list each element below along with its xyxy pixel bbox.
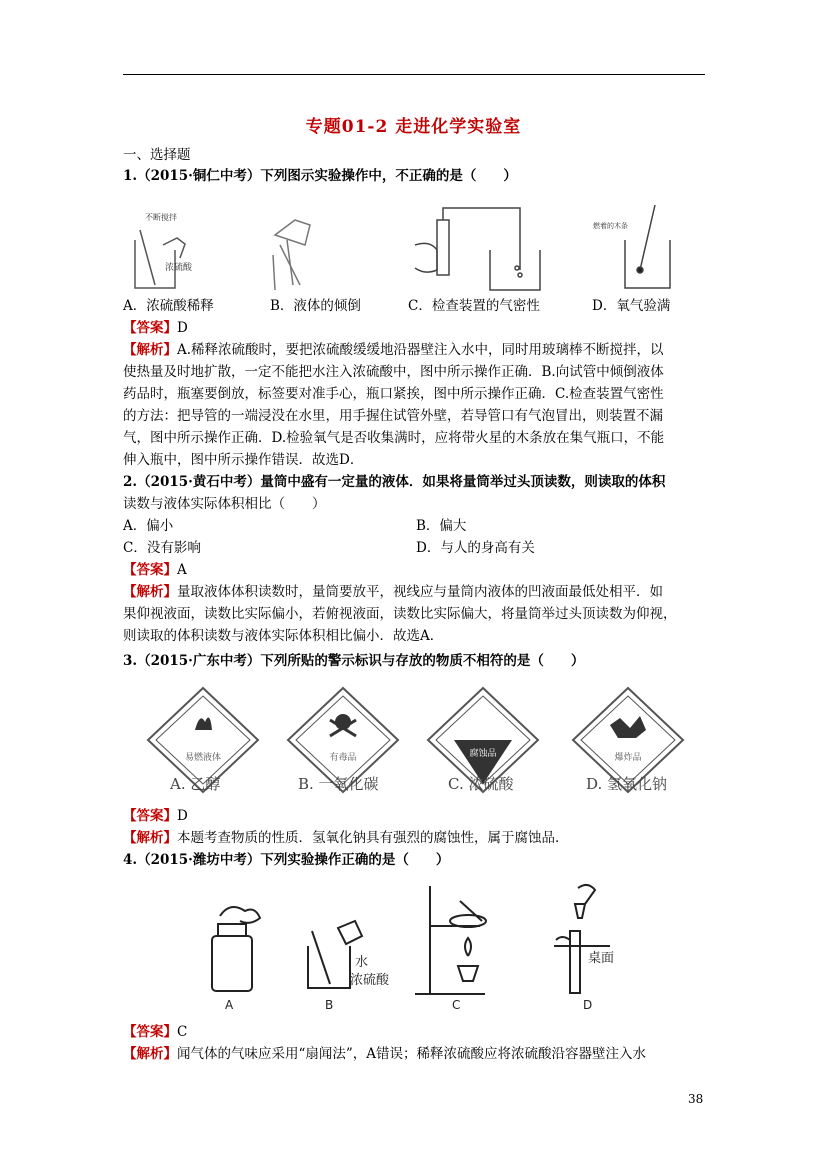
q1-option-c: C．检查装置的气密性 [408,298,540,314]
q1-fig-label-acid: 浓硫酸 [165,263,193,273]
q4-figures [190,876,630,1016]
q1-option-a: A．浓硫酸稀释 [123,298,214,314]
explosive-sign-text: 爆炸品 [614,753,642,763]
q4-figure-a [212,907,260,991]
q4-fig-label-acid: 浓硫酸 [350,973,390,988]
q2-analysis-line: 果仰视液面，读数比实际偏小，若俯视液面，读数比实际偏大，将量筒举过头顶读数为仰视， [123,606,677,622]
q2-analysis-line: 则读取的体积读数与液体实际体积相比偏小．故选A． [123,628,444,644]
q2-answer: 【答案】A [123,562,187,578]
q3-stem: 3.（2015·广东中考）下列所贴的警示标识与存放的物质不相符的是（ ） [123,653,585,669]
q2-stem-cont: 读数与液体实际体积相比（ ） [123,496,326,512]
q2-option-a: A．偏小 [123,518,174,534]
q4-caption-d: D [583,998,593,1012]
q4-answer: 【答案】C [123,1024,188,1040]
q1-fig-label-stick: 燃着的木条 [593,222,628,230]
q1-figures [125,200,685,295]
flammable-sign-text: 易燃液体 [184,753,222,763]
q1-analysis-line: 药品时，瓶塞要倒放，标签要对准手心，瓶口紧挨，图中所示操作正确．C.检查装置气密性 [123,386,664,402]
q3-caption-a: A. 乙醇 [170,775,221,793]
q1-answer: 【答案】D [123,320,188,336]
q2-option-b: B．偏大 [416,518,467,534]
q1-stem: 1.（2015·铜仁中考）下列图示实验操作中，不正确的是（ ） [123,168,517,184]
q1-option-b: B．液体的倾倒 [270,298,361,314]
q1-option-d: D．氧气验满 [592,298,671,314]
corrosive-sign-text: 腐蚀品 [469,749,497,759]
q1-analysis-line: 的方法：把导管的一端浸没在水里，用手握住试管外壁，若导管口有气泡冒出，则装置不漏 [123,408,663,424]
q4-caption-a: A [225,998,234,1012]
page-number: 38 [688,1092,704,1106]
q1-analysis-line: 气，图中所示操作正确．D.检验氧气是否收集满时，应将带火星的木条放在集气瓶口，不能 [123,430,665,446]
q1-figure-b [273,220,310,290]
q4-figure-d [554,885,610,993]
q4-caption-b: B [325,998,334,1012]
q4-caption-c: C [452,998,461,1012]
q1-figure-d [593,205,670,288]
q2-option-d: D．与人的身高有关 [416,540,535,556]
q4-fig-label-table: 桌面 [588,951,615,966]
header-rule [123,74,705,75]
q1-fig-label-stir: 不断搅拌 [145,213,177,222]
q1-figure-a [135,212,193,288]
q1-analysis-line: 【解析】A.稀释浓硫酸时，要把浓硫酸缓缓地沿器壁注入水中，同时用玻璃棒不断搅拌，以 [123,342,664,358]
q3-answer: 【答案】D [123,808,188,824]
q2-option-c: C．没有影响 [123,540,201,556]
q3-caption-c: C. 浓硫酸 [448,775,514,793]
q2-stem: 2.（2015·黄石中考）量筒中盛有一定量的液体．如果将量筒举过头顶读数，则读取的体积 [123,474,666,490]
q4-fig-label-water: 水 [355,955,369,970]
q3-analysis-line: 【解析】本题考查物质的性质．氢氧化钠具有强烈的腐蚀性，属于腐蚀品． [123,830,569,846]
q2-analysis-line: 【解析】量取液体体积读数时，量筒要放平，视线应与量筒内液体的凹液面最低处相平．如 [123,584,663,600]
poison-sign-text: 有毒品 [329,753,357,763]
section-heading: 一、选择题 [123,147,191,163]
q3-caption-b: B. 一氧化碳 [298,775,379,793]
q4-figure-c [415,886,486,994]
q1-analysis-line: 使热量及时地扩散，一定不能把水注入浓硫酸中，图中所示操作正确．B.向试管中倾倒液体 [123,364,664,380]
q1-figure-c [415,208,540,290]
q1-analysis-line: 伸入瓶中，图中所示操作错误．故选D． [123,452,364,468]
q3-caption-d: D. 氢氧化钠 [586,775,668,793]
q4-stem: 4.（2015·潍坊中考）下列实验操作正确的是（ ） [123,852,450,868]
page-title: 专题01-2 走进化学实验室 [305,117,522,137]
q4-analysis-line: 【解析】闻气体的气味应采用“扇闻法”，A错误；稀释浓硫酸应将浓硫酸沿容器壁注入水 [123,1046,647,1062]
